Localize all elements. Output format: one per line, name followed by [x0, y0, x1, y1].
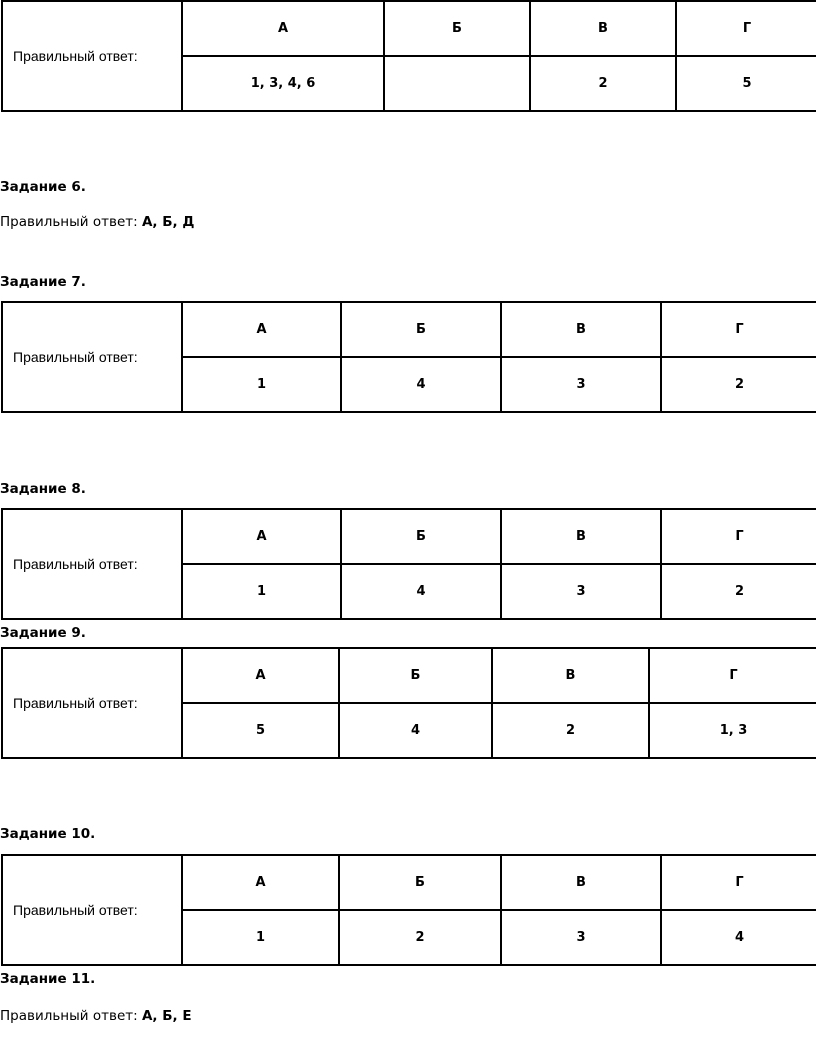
column-header-g: Г	[661, 509, 816, 564]
column-header-a: А	[182, 855, 339, 910]
column-header-v: В	[501, 509, 661, 564]
task-6-answer-prefix: Правильный ответ:	[0, 214, 138, 230]
task-6-answer-value: А, Б, Д	[141, 214, 195, 230]
answer-cell-b: 4	[339, 703, 492, 758]
answer-table-task-10	[1, 854, 816, 966]
column-header-b: Б	[384, 1, 530, 56]
task-11-answer-line	[0, 1008, 192, 1024]
column-header-v: В	[492, 648, 649, 703]
answer-label: Правильный ответ:	[2, 302, 182, 412]
answer-table-task-7	[1, 301, 816, 413]
column-header-v: В	[530, 1, 676, 56]
task-11-answer-value: А, Б, Е	[141, 1008, 192, 1024]
answer-cell-g: 4	[661, 910, 816, 965]
column-header-a: А	[182, 1, 384, 56]
column-header-v: В	[501, 855, 661, 910]
answer-cell-a: 1	[182, 564, 341, 619]
answer-cell-b	[384, 56, 530, 111]
answer-cell-v: 3	[501, 564, 661, 619]
answer-cell-g: 2	[661, 357, 816, 412]
answer-label: Правильный ответ:	[2, 1, 182, 111]
answer-cell-a: 1, 3, 4, 6	[182, 56, 384, 111]
answer-label: Правильный ответ:	[2, 855, 182, 965]
answer-label: Правильный ответ:	[2, 648, 182, 758]
column-header-a: А	[182, 509, 341, 564]
task-9-title: Задание 9.	[0, 625, 86, 641]
answer-cell-b: 2	[339, 910, 501, 965]
answer-cell-g: 2	[661, 564, 816, 619]
column-header-a: А	[182, 302, 341, 357]
task-11-answer-prefix: Правильный ответ:	[0, 1008, 138, 1024]
answer-cell-v: 2	[492, 703, 649, 758]
answer-cell-g: 1, 3	[649, 703, 816, 758]
answer-cell-b: 4	[341, 357, 501, 412]
task-8-title: Задание 8.	[0, 481, 86, 497]
task-11-title: Задание 11.	[0, 971, 96, 987]
answer-cell-a: 1	[182, 910, 339, 965]
answer-cell-v: 2	[530, 56, 676, 111]
column-header-a: А	[182, 648, 339, 703]
column-header-v: В	[501, 302, 661, 357]
task-6-title: Задание 6.	[0, 179, 86, 195]
column-header-b: Б	[341, 302, 501, 357]
answer-cell-a: 5	[182, 703, 339, 758]
task-10-title: Задание 10.	[0, 826, 96, 842]
answer-cell-a: 1	[182, 357, 341, 412]
task-6-answer-line	[0, 214, 194, 230]
answer-table-task-8	[1, 508, 816, 620]
task-7-title: Задание 7.	[0, 274, 86, 290]
answer-cell-g: 5	[676, 56, 816, 111]
column-header-b: Б	[341, 509, 501, 564]
answer-cell-v: 3	[501, 910, 661, 965]
column-header-b: Б	[339, 648, 492, 703]
column-header-b: Б	[339, 855, 501, 910]
answer-label: Правильный ответ:	[2, 509, 182, 619]
answer-table-task-9	[1, 647, 816, 759]
column-header-g: Г	[661, 855, 816, 910]
column-header-g: Г	[676, 1, 816, 56]
answer-cell-b: 4	[341, 564, 501, 619]
column-header-g: Г	[649, 648, 816, 703]
answer-cell-v: 3	[501, 357, 661, 412]
answer-table-top	[1, 0, 816, 112]
column-header-g: Г	[661, 302, 816, 357]
